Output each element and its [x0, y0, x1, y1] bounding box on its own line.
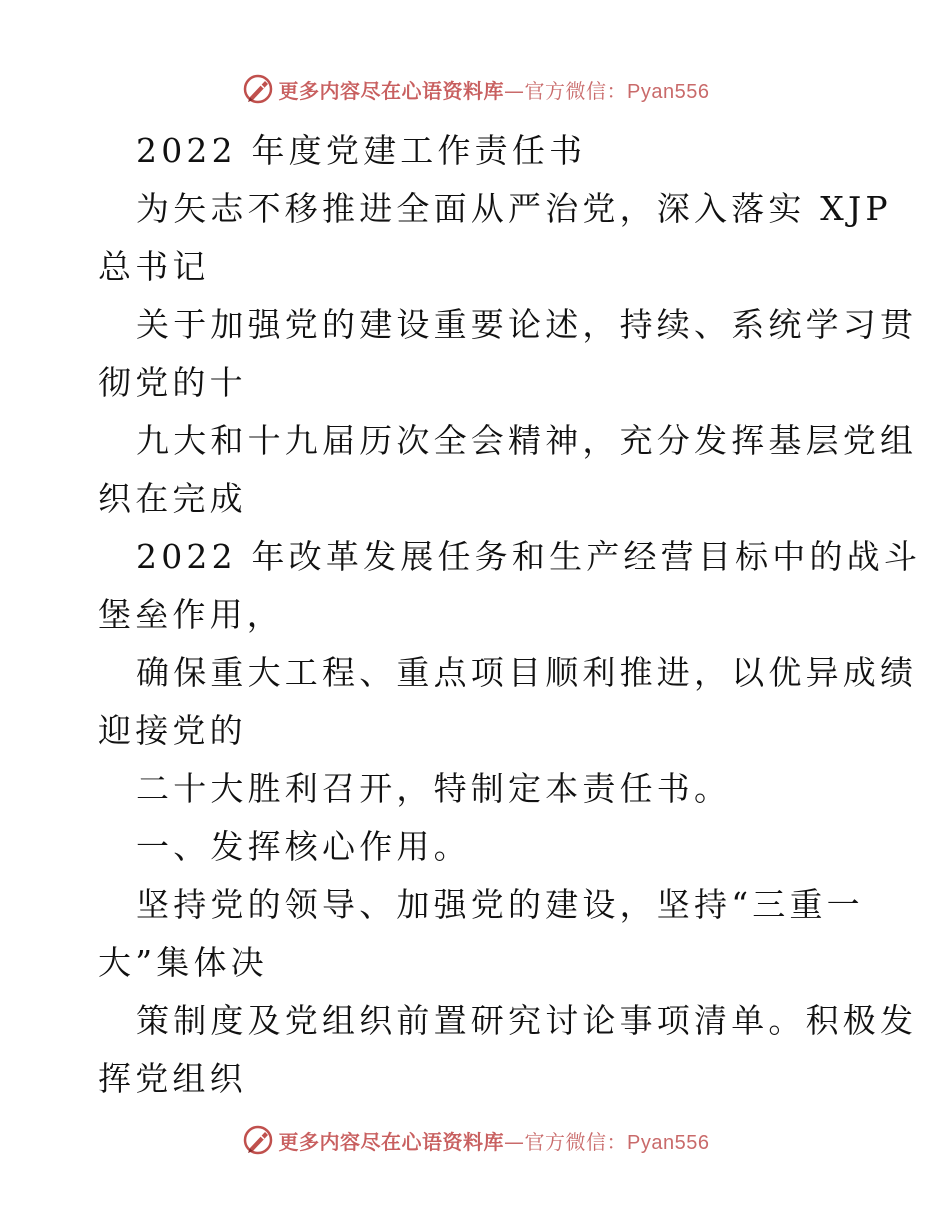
document-body — [98, 122, 922, 1108]
paragraph-line: 堡垒作用， — [98, 595, 284, 634]
paragraph-line: 迎接党的 — [98, 711, 247, 750]
footer-watermark — [0, 1123, 950, 1157]
watermark-main-text: 更多内容尽在心语资料库 — [278, 78, 505, 103]
watermark-separator-text: —官方微信： — [504, 1129, 628, 1154]
pen-logo-icon — [241, 1123, 275, 1157]
paragraph-line: 九大和十九届历次全会精神，充分发挥基层党组 — [136, 421, 918, 460]
paragraph-line: 大”集体决 — [98, 943, 268, 982]
paragraph-line: 坚持党的领导、加强党的建设，坚持“三重一 — [136, 885, 864, 924]
paragraph-line: 2022 年改革发展任务和生产经营目标中的战斗 — [136, 537, 922, 576]
watermark-text — [279, 1126, 710, 1155]
header-watermark — [0, 72, 950, 106]
pen-logo-icon — [241, 72, 275, 106]
paragraph-line: 确保重大工程、重点项目顺利推进，以优异成绩 — [136, 653, 918, 692]
watermark-separator-text: —官方微信： — [504, 78, 628, 103]
document-title: 2022 年度党建工作责任书 — [136, 131, 587, 170]
watermark-id-text: Pyan556 — [627, 80, 710, 103]
section-heading: 一、发挥核心作用。 — [136, 827, 471, 866]
watermark-id-text: Pyan556 — [627, 1131, 710, 1154]
paragraph-line: 挥党组织 — [98, 1059, 247, 1098]
watermark-text — [279, 75, 710, 104]
watermark-main-text: 更多内容尽在心语资料库 — [278, 1129, 505, 1154]
paragraph-line: 二十大胜利召开，特制定本责任书。 — [136, 769, 732, 808]
paragraph-line: 策制度及党组织前置研究讨论事项清单。积极发 — [136, 1001, 918, 1040]
paragraph-line: 关于加强党的建设重要论述，持续、系统学习贯 — [136, 305, 918, 344]
paragraph-line: 总书记 — [98, 247, 210, 286]
paragraph-line: 为矢志不移推进全面从严治党，深入落实 XJP — [136, 189, 892, 228]
paragraph-line: 彻党的十 — [98, 363, 247, 402]
paragraph-line: 织在完成 — [98, 479, 247, 518]
